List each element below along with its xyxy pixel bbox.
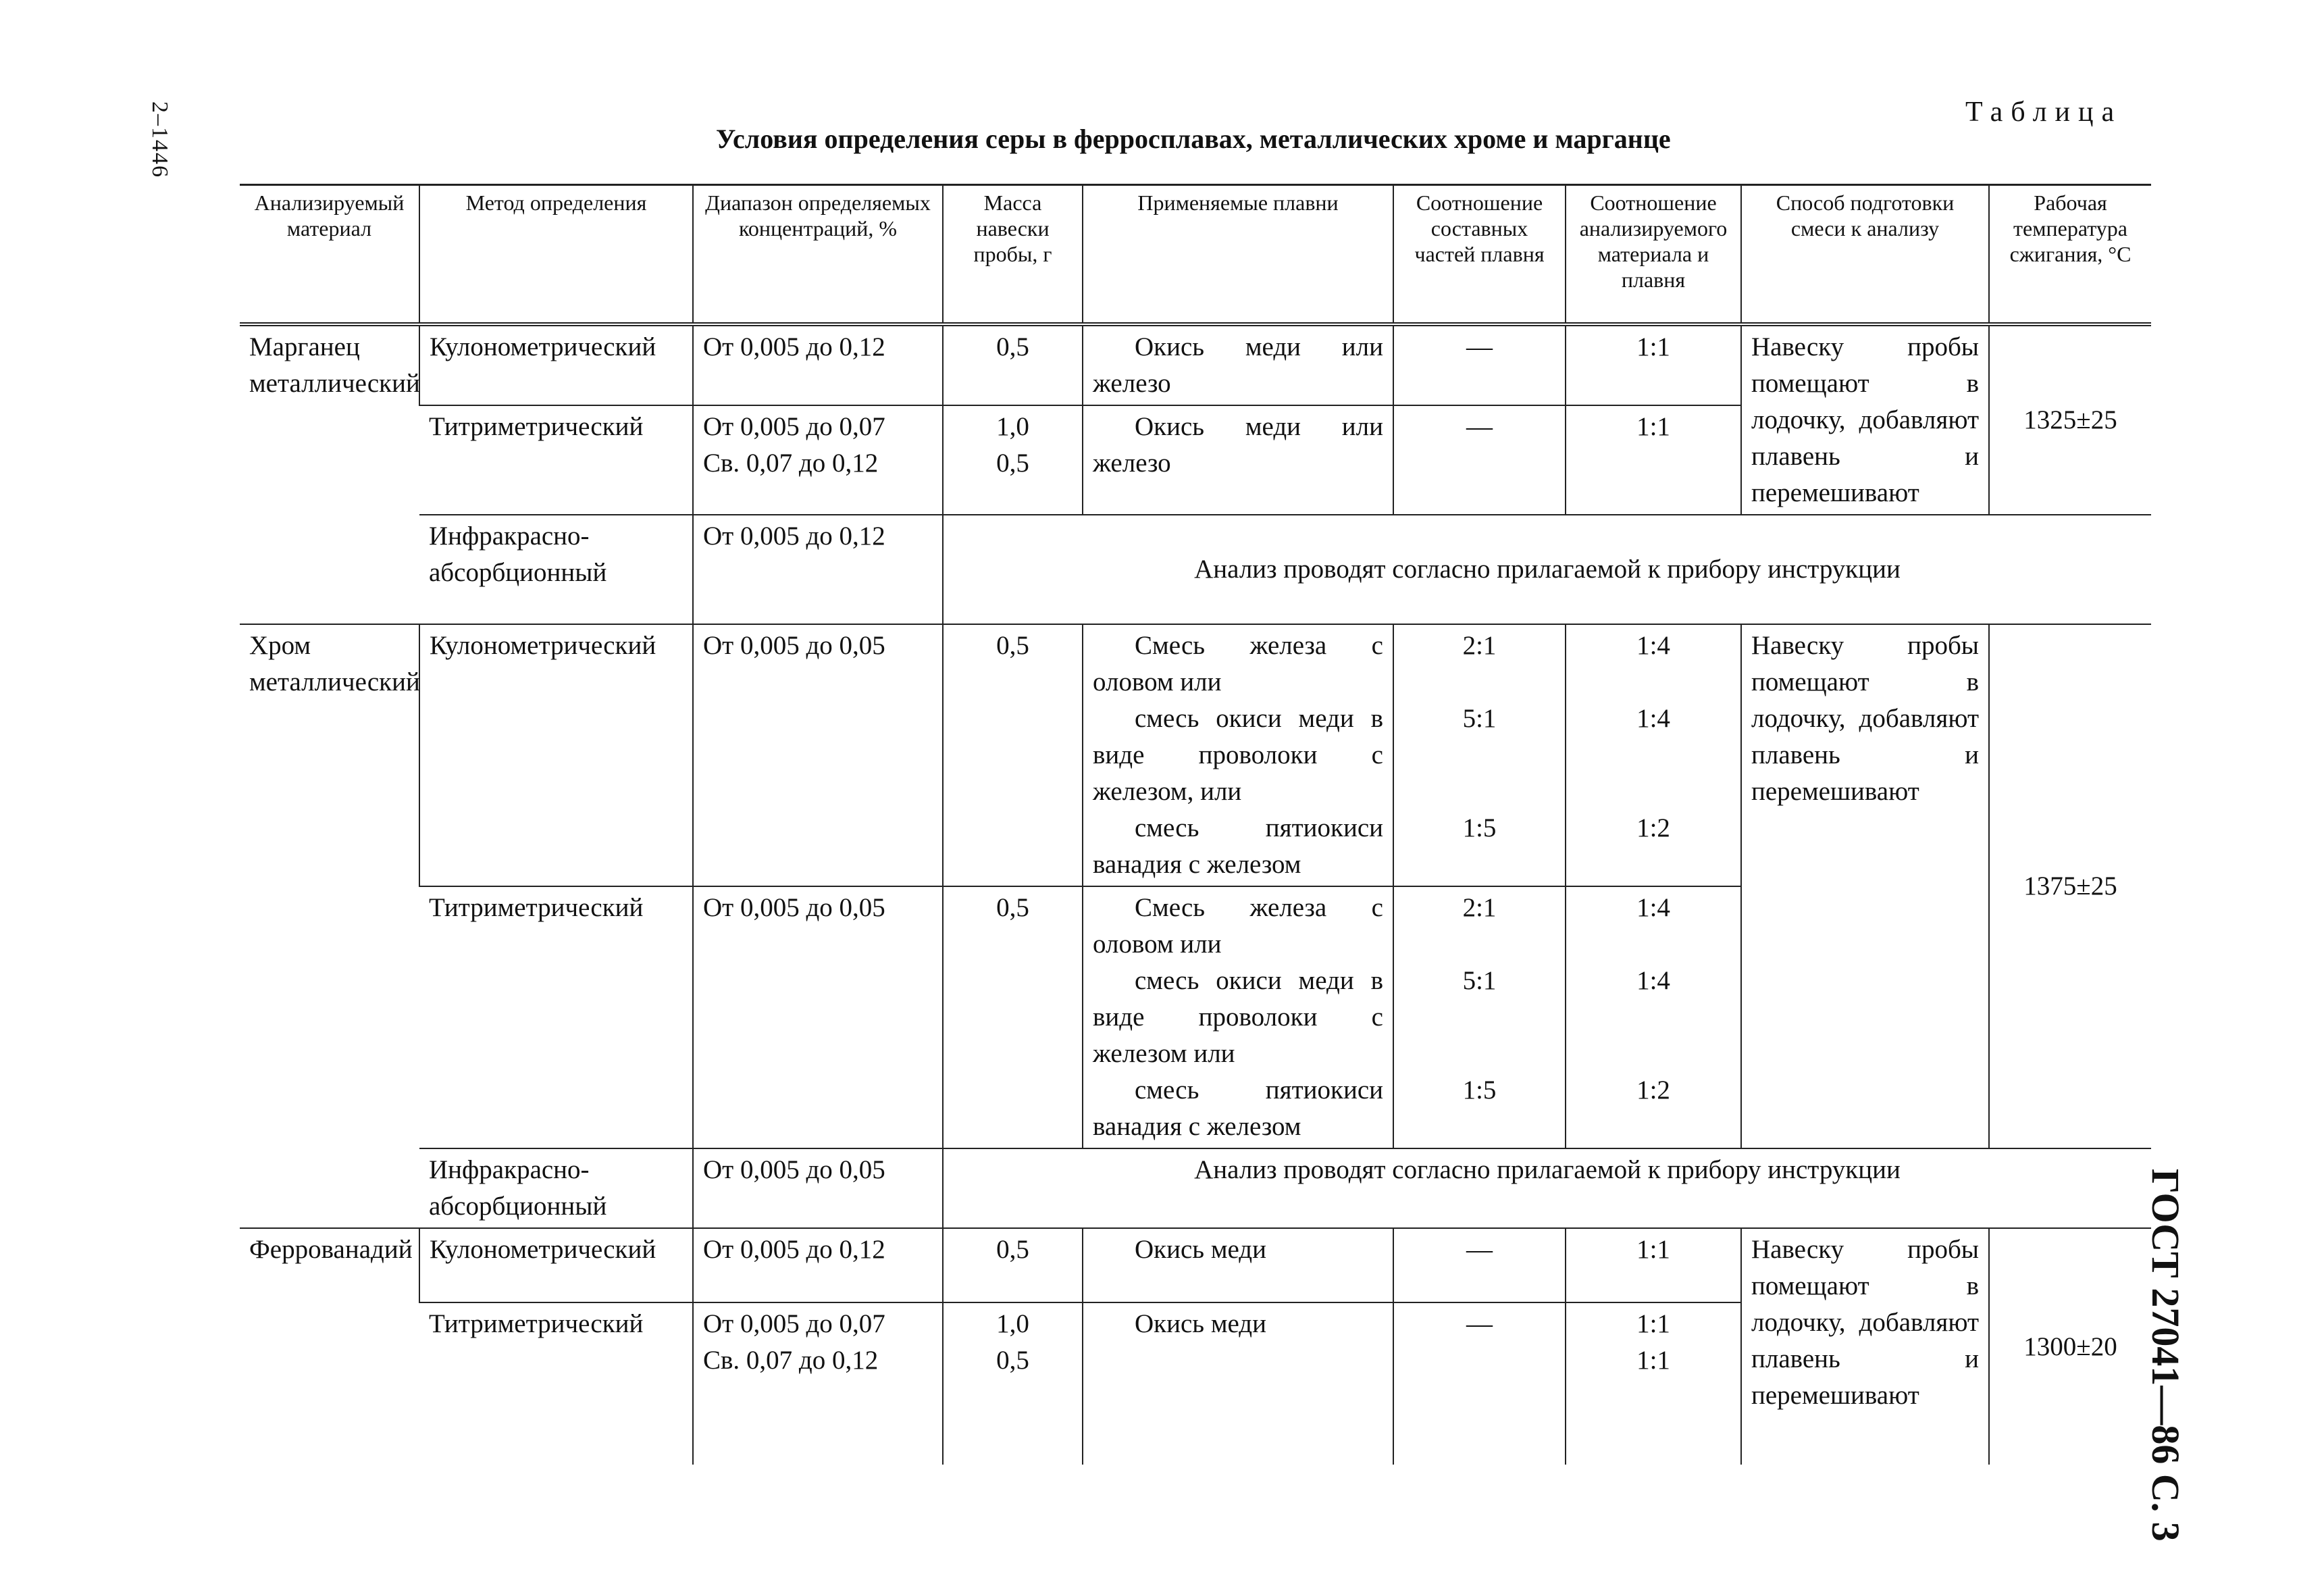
- ratio-flux-cell: —: [1393, 1228, 1566, 1302]
- col-ratio-sample-header: Соотношение анализируемого материала и плавня: [1566, 185, 1741, 325]
- flux-cell: Смесь железа с оловом или смесь окиси меди в виде проволоки с железом или смесь пятиокиси ванадия с железом: [1083, 886, 1393, 1148]
- method-cell: Титриметрический: [419, 1302, 693, 1465]
- table-row: [240, 624, 2151, 886]
- mass-cell: 1,0 0,5: [943, 405, 1083, 515]
- mass-cell: 0,5: [943, 1228, 1083, 1302]
- prep-cell: Навеску пробы помещают в лодочку, добавляют плавень и перемешивают: [1741, 1228, 1989, 1465]
- page-number-side: 2–1446: [147, 101, 172, 178]
- col-prep-header: Способ подготовки смеси к анализу: [1741, 185, 1989, 325]
- ratio-sample-cell: 1:4 1:4 1:2: [1566, 886, 1741, 1148]
- prep-cell: Навеску пробы помещают в лодочку, добавляют плавень и перемешивают: [1741, 324, 1989, 515]
- ratio-flux-cell: —: [1393, 324, 1566, 405]
- sulfur-conditions-table: [240, 184, 2151, 1465]
- mass-cell: 0,5: [943, 886, 1083, 1148]
- range-cell: От 0,005 до 0,12: [693, 1228, 943, 1302]
- range-cell: От 0,005 до 0,07 Св. 0,07 до 0,12: [693, 405, 943, 515]
- ratio-flux-cell: —: [1393, 1302, 1566, 1465]
- table-row: [240, 1228, 2151, 1302]
- table-label: Таблица: [1965, 97, 2123, 128]
- col-temp-header: Рабочая температура сжигания, °С: [1989, 185, 2151, 325]
- range-cell: От 0,005 до 0,05: [693, 624, 943, 886]
- method-cell: Кулонометрический: [419, 324, 693, 405]
- col-method-header: Метод определения: [419, 185, 693, 325]
- material-cell: Феррованадий: [240, 1228, 419, 1465]
- ratio-sample-cell: 1:1: [1566, 324, 1741, 405]
- method-cell: Кулонометрический: [419, 624, 693, 886]
- temp-cell: 1375±25: [1989, 624, 2151, 1148]
- ratio-flux-cell: 2:1 5:1 1:5: [1393, 886, 1566, 1148]
- prep-cell: Навеску пробы помещают в лодочку, добавляют плавень и перемешивают: [1741, 624, 1989, 1148]
- ratio-sample-cell: 1:4 1:4 1:2: [1566, 624, 1741, 886]
- flux-cell: Окись меди: [1083, 1228, 1393, 1302]
- flux-cell: Окись меди или железо: [1083, 405, 1393, 515]
- temp-cell: 1325±25: [1989, 324, 2151, 515]
- flux-cell: Смесь железа с оловом или смесь окиси меди в виде проволоки с железом, или смесь пятиокиси ванадия с железом: [1083, 624, 1393, 886]
- flux-cell: Окись меди или железо: [1083, 324, 1393, 405]
- range-cell: От 0,005 до 0,05: [693, 1148, 943, 1228]
- col-flux-header: Применяемые плавни: [1083, 185, 1393, 325]
- range-cell: От 0,005 до 0,12: [693, 515, 943, 624]
- col-range-header: Диапазон определяемых концентраций, %: [693, 185, 943, 325]
- instruction-note: Анализ проводят согласно прилагаемой к прибору инструкции: [943, 1148, 2151, 1228]
- method-cell: Титриметрический: [419, 886, 693, 1148]
- method-cell: Кулонометрический: [419, 1228, 693, 1302]
- ratio-flux-cell: 2:1 5:1 1:5: [1393, 624, 1566, 886]
- col-ratio-flux-header: Соотношение составных частей плавня: [1393, 185, 1566, 325]
- method-cell: Инфракрасно-абсорбционный: [419, 515, 693, 624]
- header-row: [240, 185, 2151, 325]
- col-material-header: Анализируемый материал: [240, 185, 419, 325]
- ratio-sample-cell: 1:1: [1566, 1228, 1741, 1302]
- range-cell: От 0,005 до 0,12: [693, 324, 943, 405]
- mass-cell: 0,5: [943, 624, 1083, 886]
- method-cell: Титриметрический: [419, 405, 693, 515]
- table-row: [240, 515, 2151, 624]
- flux-cell: Окись меди: [1083, 1302, 1393, 1465]
- instruction-note: Анализ проводят согласно прилагаемой к прибору инструкции: [943, 515, 2151, 624]
- ratio-sample-cell: 1:1: [1566, 405, 1741, 515]
- material-cell: Марганец металлический: [240, 324, 419, 624]
- ratio-sample-cell: 1:1 1:1: [1566, 1302, 1741, 1465]
- col-mass-header: Масса навески пробы, г: [943, 185, 1083, 325]
- mass-cell: 0,5: [943, 324, 1083, 405]
- standard-reference: ГОСТ 27041—86 С. 3: [2144, 1169, 2188, 1542]
- temp-cell: 1300±20: [1989, 1228, 2151, 1465]
- ratio-flux-cell: —: [1393, 405, 1566, 515]
- table-row: [240, 1148, 2151, 1228]
- range-cell: От 0,005 до 0,05: [693, 886, 943, 1148]
- material-cell: Хром металлический: [240, 624, 419, 1228]
- method-cell: Инфракрасно-абсорбционный: [419, 1148, 693, 1228]
- table-title: Условия определения серы в ферросплавах, металлических хроме и марганце: [716, 124, 1671, 154]
- mass-cell: 1,0 0,5: [943, 1302, 1083, 1465]
- table-row: [240, 324, 2151, 405]
- range-cell: От 0,005 до 0,07 Св. 0,07 до 0,12: [693, 1302, 943, 1465]
